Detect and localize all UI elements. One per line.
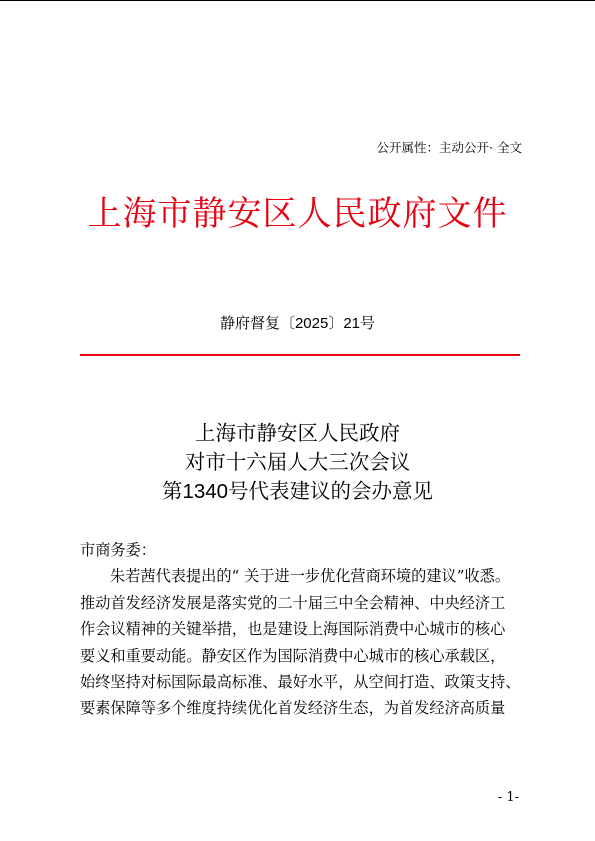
title-line-3 — [0, 477, 595, 506]
title-line-1: 上海市静安区人民政府 — [195, 421, 400, 445]
document-body — [80, 537, 525, 722]
doc-number-middle: 〕 — [328, 314, 344, 332]
body-paragraph-line: 推动首发经济发展是落实党的二十届三中全会精神、中央经济工 — [80, 593, 506, 612]
body-paragraph-line: 朱若茜代表提出的“ 关于进一步优化营商环境的建议”收悉。 — [110, 567, 511, 586]
doc-number-suffix: 号 — [360, 314, 376, 332]
document-number — [0, 313, 595, 334]
doc-number-year: 2025 — [294, 315, 329, 332]
body-paragraph-line: 始终坚持对标国际最高标准、最好水平，从空间打造、政策支持、 — [80, 672, 521, 691]
body-paragraph-line: 作会议精神的关键举措，也是建设上海国际消费中心城市的核心 — [80, 620, 506, 639]
body-paragraph-line: 要素保障等多个维度持续优化首发经济生态，为首发经济高质量 — [80, 699, 506, 718]
agency-header-title: 上海市静安区人民政府文件 — [87, 194, 508, 234]
top-border-line — [0, 0, 595, 1]
title-line-3-suffix: 号代表建议的会办意见 — [228, 479, 434, 503]
title-line-2: 对市十六届人大三次会议 — [184, 450, 411, 474]
red-separator-line — [80, 354, 520, 356]
document-title — [0, 419, 595, 506]
doc-number-value: 21 — [343, 315, 361, 332]
disclosure-attribute: 公开属性：主动公开· 全文 — [376, 140, 522, 155]
doc-number-prefix: 静府督复〔 — [219, 314, 295, 332]
title-line-3-prefix: 第 — [161, 479, 183, 503]
body-paragraph-line: 要义和重要动能。静安区作为国际消费中心城市的核心承载区， — [80, 646, 506, 665]
title-proposal-number: 1340 — [182, 480, 229, 503]
page-number: - 1- — [497, 790, 519, 805]
addressee: 市商务委： — [80, 541, 156, 559]
